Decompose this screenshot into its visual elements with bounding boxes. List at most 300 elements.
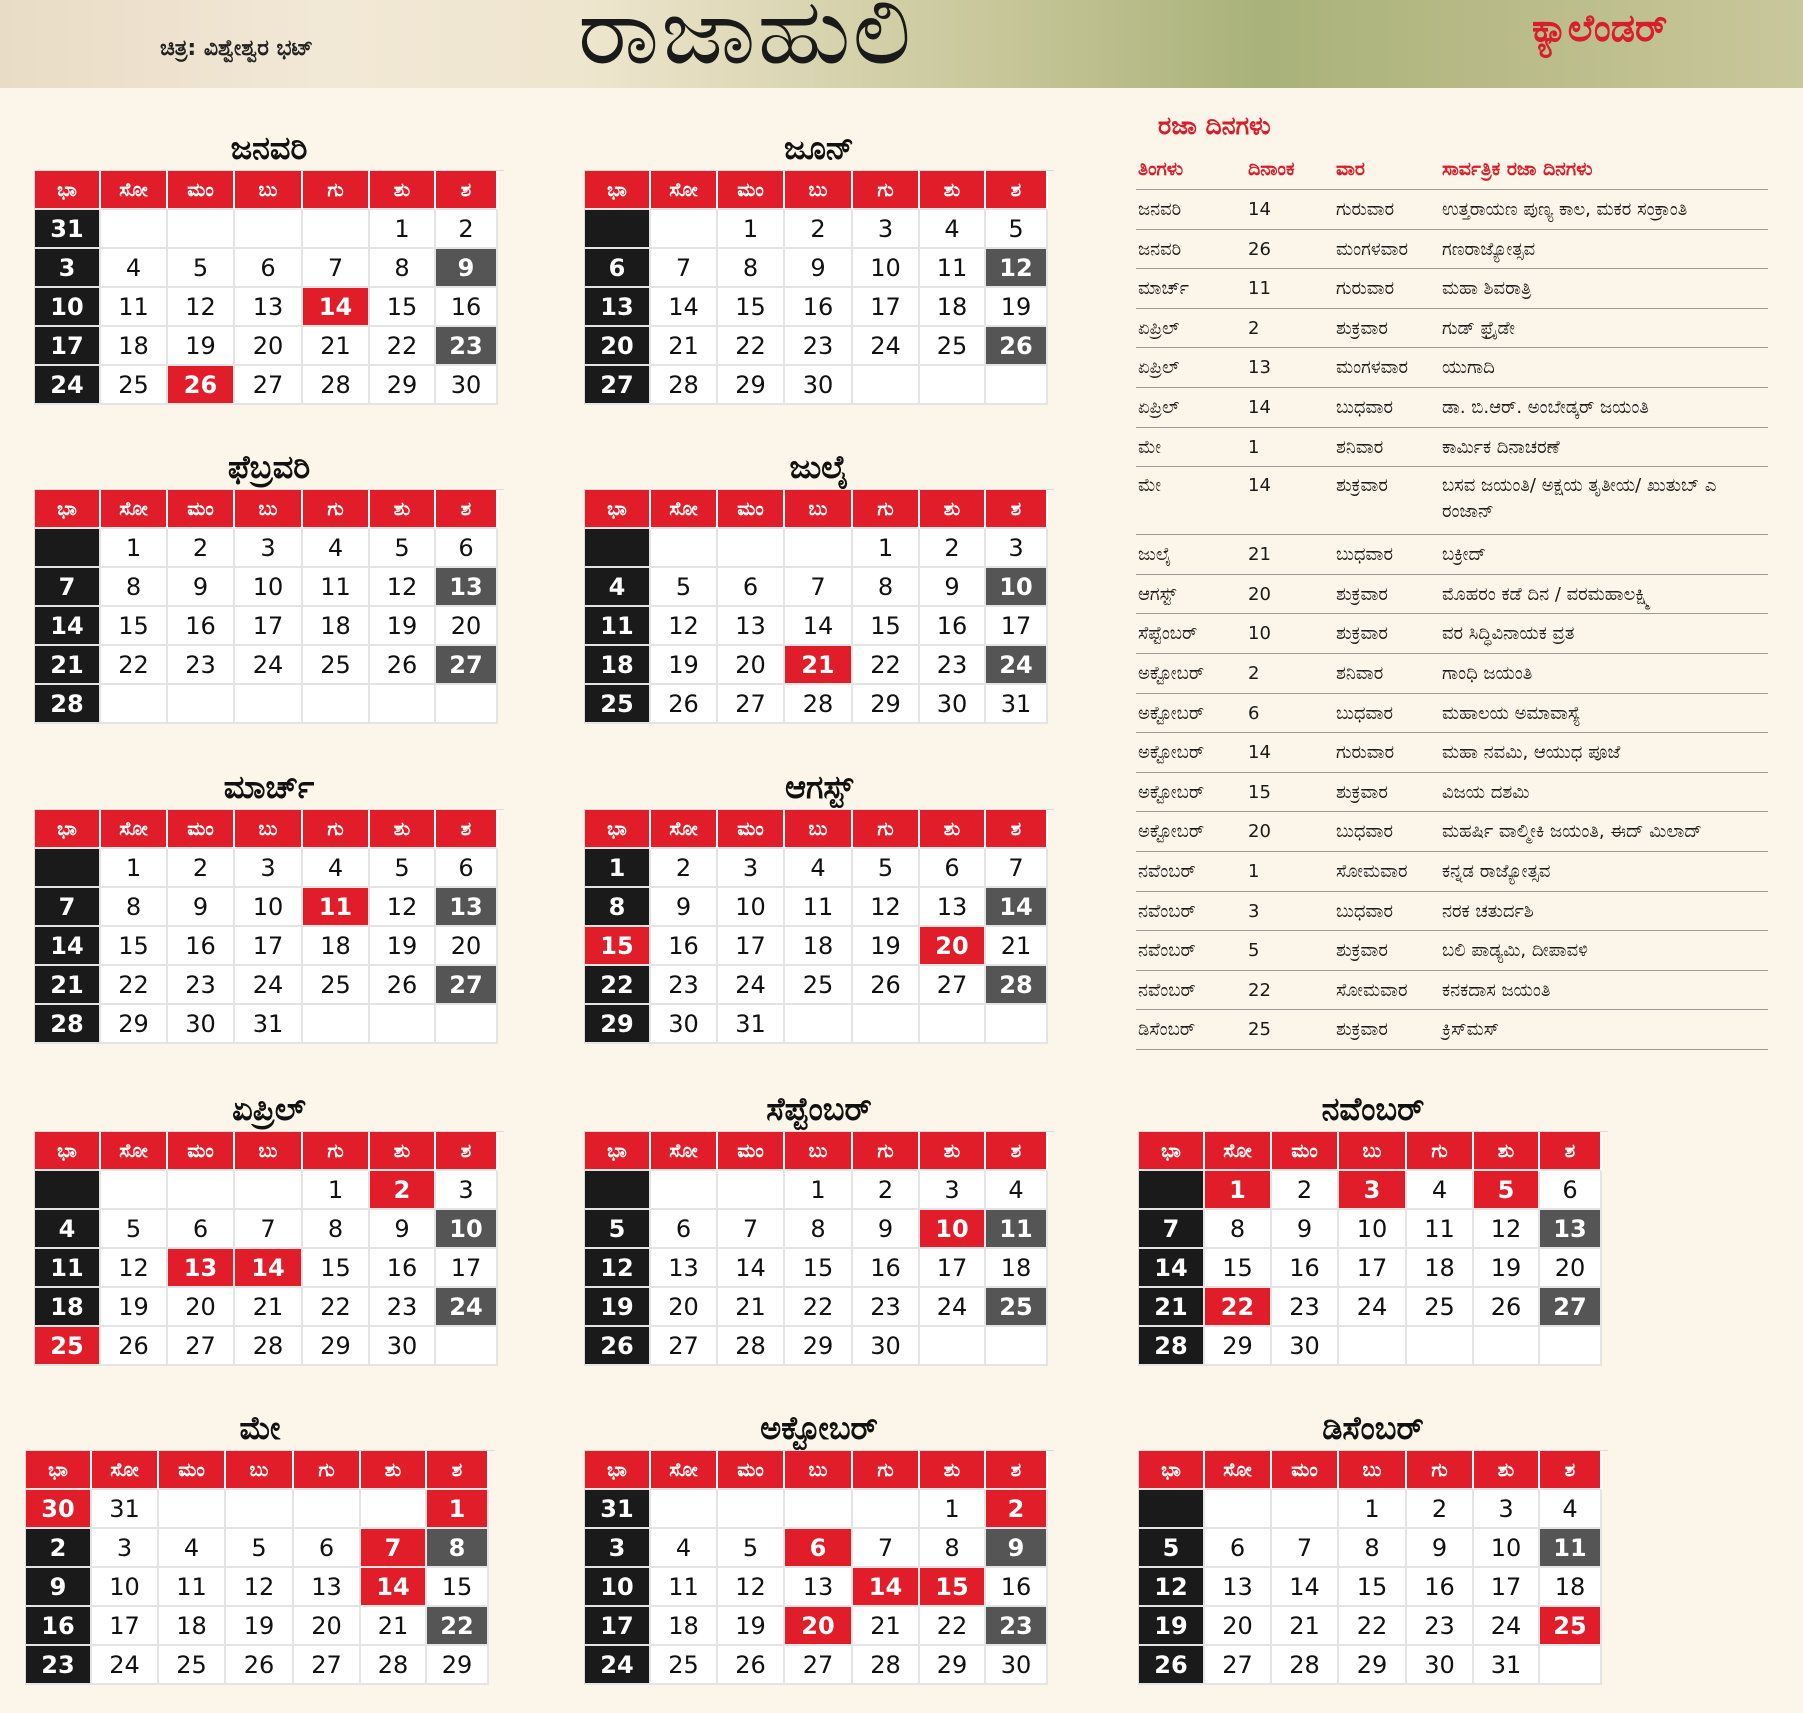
day-cell: 4 <box>651 1529 718 1568</box>
weekday-header: ಬು <box>785 1451 853 1490</box>
holiday-name: ಕಾರ್ಮಿಕ ದಿನಾಚರಣೆ <box>1442 436 1560 458</box>
day-cell: 3 <box>92 1529 159 1568</box>
day-cell: 12 <box>226 1568 294 1607</box>
weekday-header: ಸೋ <box>651 1132 718 1171</box>
day-cell: 24 <box>436 1288 498 1327</box>
day-cell: 20 <box>436 607 498 646</box>
empty-cell <box>35 849 101 888</box>
day-cell: 27 <box>294 1646 361 1685</box>
day-cell: 13 <box>168 1249 235 1288</box>
weekday-header: ಶ <box>436 810 498 849</box>
weekday-header: ಶ <box>436 490 498 529</box>
weekday-header: ಬು <box>785 490 853 529</box>
day-cell: 7 <box>1272 1529 1339 1568</box>
day-cell: 19 <box>585 1288 651 1327</box>
day-cell: 30 <box>651 1005 718 1044</box>
weekday-header: ಶ <box>986 1132 1048 1171</box>
day-cell: 13 <box>920 888 986 927</box>
holiday-weekday: ಸೋಮವಾರ <box>1336 860 1408 882</box>
day-cell: 24 <box>235 646 303 685</box>
day-cell: 14 <box>651 288 718 327</box>
weekday-header: ಶು <box>1474 1132 1540 1171</box>
holiday-row <box>1136 388 1768 428</box>
day-cell: 9 <box>986 1529 1048 1568</box>
header-date: ದಿನಾಂಕ <box>1248 158 1295 180</box>
day-cell: 15 <box>1339 1568 1407 1607</box>
day-cell: 25 <box>785 966 853 1005</box>
day-cell: 17 <box>986 607 1048 646</box>
day-cell: 25 <box>303 966 370 1005</box>
day-cell: 20 <box>785 1607 853 1646</box>
day-cell: 17 <box>920 1249 986 1288</box>
holiday-month: ನವೆಂಬರ್ <box>1138 979 1196 1001</box>
day-cell: 14 <box>785 607 853 646</box>
empty-cell <box>35 1171 101 1210</box>
day-cell: 24 <box>35 366 101 405</box>
weekday-header: ಬು <box>226 1451 294 1490</box>
day-cell: 5 <box>585 1210 651 1249</box>
day-cell: 2 <box>168 849 235 888</box>
holiday-name: ಮಹಾ ಶಿವರಾತ್ರಿ <box>1442 278 1532 300</box>
day-cell: 6 <box>585 249 651 288</box>
holiday-date: 22 <box>1248 979 1271 1001</box>
holiday-row <box>1136 694 1768 734</box>
day-cell: 19 <box>986 288 1048 327</box>
day-cell: 5 <box>168 249 235 288</box>
holiday-date: 10 <box>1248 623 1271 645</box>
day-cell: 26 <box>1139 1646 1205 1685</box>
weekday-header: ಶು <box>1474 1451 1540 1490</box>
month-name: ಏಪ್ರಿಲ್ <box>232 1090 306 1128</box>
weekday-header: ಬು <box>235 171 303 210</box>
weekday-header: ಬು <box>235 1132 303 1171</box>
day-cell: 27 <box>436 966 498 1005</box>
month-grid <box>25 1450 495 1685</box>
holiday-weekday: ಗುರುವಾರ <box>1336 278 1395 300</box>
empty-cell <box>920 1005 986 1044</box>
day-cell: 26 <box>986 327 1048 366</box>
empty-cell <box>370 685 436 724</box>
day-cell: 11 <box>986 1210 1048 1249</box>
day-cell: 10 <box>35 288 101 327</box>
day-cell: 22 <box>1205 1288 1272 1327</box>
empty-cell <box>651 210 718 249</box>
holiday-date: 1 <box>1248 860 1260 882</box>
weekday-header: ಸೋ <box>1205 1132 1272 1171</box>
weekday-header: ಶ <box>436 1132 498 1171</box>
holiday-date: 2 <box>1248 662 1260 684</box>
holiday-date: 13 <box>1248 357 1271 379</box>
holiday-month: ಅಕ್ಟೋಬರ್ <box>1138 702 1205 724</box>
weekday-header: ಮಂ <box>168 1132 235 1171</box>
weekday-header: ಗು <box>303 1132 370 1171</box>
empty-cell <box>159 1490 226 1529</box>
day-cell: 1 <box>427 1490 489 1529</box>
day-cell: 26 <box>718 1646 785 1685</box>
weekday-header: ಭಾ <box>585 171 651 210</box>
holiday-row <box>1136 230 1768 270</box>
day-cell: 6 <box>920 849 986 888</box>
weekday-header: ಭಾ <box>26 1451 92 1490</box>
day-cell: 15 <box>370 288 436 327</box>
day-cell: 16 <box>651 927 718 966</box>
day-cell: 2 <box>853 1171 920 1210</box>
weekday-header: ಶು <box>361 1451 427 1490</box>
day-cell: 24 <box>92 1646 159 1685</box>
day-cell: 2 <box>26 1529 92 1568</box>
empty-cell <box>1407 1327 1474 1366</box>
day-cell: 7 <box>785 568 853 607</box>
day-cell: 9 <box>651 888 718 927</box>
day-cell: 20 <box>651 1288 718 1327</box>
month-grid <box>34 809 504 1044</box>
holiday-month: ಏಪ್ರಿಲ್ <box>1138 357 1180 379</box>
month-name: ಜೂನ್ <box>783 129 855 167</box>
day-cell: 27 <box>920 966 986 1005</box>
month-block <box>34 1087 504 1366</box>
photo-credit: ಚಿತ್ರ: ವಿಶ್ವೇಶ್ವರ ಭಟ್ <box>160 36 314 61</box>
day-cell: 15 <box>101 927 168 966</box>
day-cell: 1 <box>370 210 436 249</box>
day-cell: 6 <box>436 529 498 568</box>
day-cell: 14 <box>303 288 370 327</box>
day-cell: 18 <box>651 1607 718 1646</box>
day-cell: 5 <box>370 849 436 888</box>
holiday-row <box>1136 931 1768 971</box>
day-cell: 26 <box>168 366 235 405</box>
day-cell: 8 <box>1339 1529 1407 1568</box>
holiday-date: 6 <box>1248 702 1260 724</box>
holiday-row <box>1136 614 1768 654</box>
empty-cell <box>101 685 168 724</box>
day-cell: 28 <box>235 1327 303 1366</box>
holiday-row <box>1136 575 1768 615</box>
day-cell: 14 <box>35 927 101 966</box>
month-block <box>584 1087 1054 1366</box>
day-cell: 3 <box>436 1171 498 1210</box>
holiday-month: ಜನವರಿ <box>1138 199 1182 220</box>
day-cell: 29 <box>101 1005 168 1044</box>
day-cell: 1 <box>853 529 920 568</box>
holiday-name: ಬಲಿ ಪಾಡ್ಯಮಿ, ದೀಪಾವಳಿ <box>1442 940 1588 962</box>
empty-cell <box>785 1490 853 1529</box>
day-cell: 18 <box>159 1607 226 1646</box>
holiday-month: ಆಗಸ್ಟ್ <box>1138 583 1177 605</box>
holiday-weekday: ಮಂಗಳವಾರ <box>1336 238 1409 260</box>
holiday-month: ಮಾರ್ಚ್ <box>1138 278 1189 300</box>
day-cell: 31 <box>1474 1646 1540 1685</box>
day-cell: 31 <box>718 1005 785 1044</box>
day-cell: 11 <box>785 888 853 927</box>
weekday-header: ಶ <box>427 1451 489 1490</box>
weekday-header: ಶ <box>1540 1132 1602 1171</box>
day-cell: 17 <box>235 927 303 966</box>
holidays-header-row <box>1136 148 1768 190</box>
holiday-weekday: ಬುಧವಾರ <box>1336 544 1393 566</box>
day-cell: 30 <box>370 1327 436 1366</box>
holiday-name: ಗುಡ್ ಫ್ರೈಡೇ <box>1442 317 1515 339</box>
empty-cell <box>1474 1327 1540 1366</box>
holiday-row <box>1136 892 1768 932</box>
day-cell: 17 <box>585 1607 651 1646</box>
day-cell: 2 <box>436 210 498 249</box>
holiday-row <box>1136 812 1768 852</box>
day-cell: 15 <box>718 288 785 327</box>
weekday-header: ಮಂ <box>168 810 235 849</box>
day-cell: 21 <box>1139 1288 1205 1327</box>
weekday-header: ಮಂ <box>168 490 235 529</box>
day-cell: 25 <box>159 1646 226 1685</box>
holiday-name: ಕ್ರಿಸ್‌ಮಸ್ <box>1442 1019 1500 1041</box>
day-cell: 10 <box>235 888 303 927</box>
day-cell: 3 <box>1339 1171 1407 1210</box>
weekday-header: ಬು <box>1339 1132 1407 1171</box>
day-cell: 16 <box>785 288 853 327</box>
holiday-name: ಗಣರಾಜ್ಯೋತ್ಸವ <box>1442 238 1536 260</box>
day-cell: 4 <box>1407 1171 1474 1210</box>
day-cell: 17 <box>853 288 920 327</box>
day-cell: 19 <box>651 646 718 685</box>
day-cell: 10 <box>718 888 785 927</box>
holiday-name: ಮಹಾ ನವಮಿ, ಆಯುಧ ಪೂಜೆ <box>1442 742 1621 764</box>
day-cell: 22 <box>370 327 436 366</box>
holiday-weekday: ಶನಿವಾರ <box>1336 662 1384 684</box>
day-cell: 19 <box>168 327 235 366</box>
header-weekday: ವಾರ <box>1336 158 1365 180</box>
day-cell: 27 <box>1205 1646 1272 1685</box>
day-cell: 27 <box>1540 1288 1602 1327</box>
weekday-header: ಶ <box>986 810 1048 849</box>
day-cell: 1 <box>101 849 168 888</box>
weekday-header: ಶು <box>370 810 436 849</box>
empty-cell <box>1139 1490 1205 1529</box>
empty-cell <box>986 366 1048 405</box>
day-cell: 7 <box>235 1210 303 1249</box>
day-cell: 24 <box>986 646 1048 685</box>
day-cell: 23 <box>1407 1607 1474 1646</box>
day-cell: 18 <box>920 288 986 327</box>
day-cell: 11 <box>585 607 651 646</box>
month-name: ಸೆಪ್ಟೆಂಬರ್ <box>766 1090 872 1128</box>
day-cell: 6 <box>294 1529 361 1568</box>
day-cell: 5 <box>226 1529 294 1568</box>
holiday-month: ಅಕ್ಟೋಬರ್ <box>1138 662 1205 684</box>
holiday-date: 2 <box>1248 317 1260 339</box>
day-cell: 1 <box>585 849 651 888</box>
month-name: ಮೇ <box>239 1409 281 1447</box>
day-cell: 28 <box>1272 1646 1339 1685</box>
day-cell: 7 <box>361 1529 427 1568</box>
day-cell: 16 <box>1407 1568 1474 1607</box>
day-cell: 2 <box>920 529 986 568</box>
day-cell: 2 <box>986 1490 1048 1529</box>
day-cell: 5 <box>370 529 436 568</box>
day-cell: 5 <box>101 1210 168 1249</box>
day-cell: 13 <box>1205 1568 1272 1607</box>
day-cell: 24 <box>1474 1607 1540 1646</box>
weekday-header: ಶು <box>920 171 986 210</box>
day-cell: 4 <box>920 210 986 249</box>
holiday-row <box>1136 348 1768 388</box>
holiday-row <box>1136 535 1768 575</box>
weekday-header: ಶು <box>920 490 986 529</box>
day-cell: 30 <box>785 366 853 405</box>
holiday-date: 14 <box>1248 396 1271 418</box>
day-cell: 15 <box>1205 1249 1272 1288</box>
header-month: ತಿಂಗಳು <box>1138 158 1184 180</box>
weekday-header: ಗು <box>853 490 920 529</box>
holiday-weekday: ಶುಕ್ರವಾರ <box>1336 940 1388 962</box>
empty-cell <box>370 1005 436 1044</box>
day-cell: 6 <box>1540 1171 1602 1210</box>
holiday-name: ಡಾ. ಬಿ.ಆರ್. ಅಂಬೇಡ್ಕರ್ ಜಯಂತಿ <box>1442 396 1649 418</box>
empty-cell <box>920 366 986 405</box>
day-cell: 30 <box>1272 1327 1339 1366</box>
empty-cell <box>986 1005 1048 1044</box>
empty-cell <box>436 1327 498 1366</box>
weekday-header: ಗು <box>853 1451 920 1490</box>
day-cell: 9 <box>168 568 235 607</box>
day-cell: 11 <box>303 568 370 607</box>
day-cell: 21 <box>303 327 370 366</box>
day-cell: 22 <box>785 1288 853 1327</box>
month-block <box>1138 1406 1608 1685</box>
weekday-header: ಮಂ <box>718 171 785 210</box>
day-cell: 10 <box>92 1568 159 1607</box>
day-cell: 17 <box>235 607 303 646</box>
holiday-month: ಅಕ್ಟೋಬರ್ <box>1138 781 1205 803</box>
day-cell: 19 <box>1474 1249 1540 1288</box>
day-cell: 27 <box>651 1327 718 1366</box>
holiday-month: ನವೆಂಬರ್ <box>1138 860 1196 882</box>
day-cell: 3 <box>920 1171 986 1210</box>
day-cell: 10 <box>436 1210 498 1249</box>
header-banner <box>0 0 1803 88</box>
day-cell: 2 <box>370 1171 436 1210</box>
day-cell: 29 <box>718 366 785 405</box>
holiday-month: ಅಕ್ಟೋಬರ್ <box>1138 742 1205 764</box>
weekday-header: ಸೋ <box>651 810 718 849</box>
holiday-name: ವರ ಸಿದ್ಧಿವಿನಾಯಕ ವ್ರತ <box>1442 623 1575 645</box>
day-cell: 26 <box>226 1646 294 1685</box>
holiday-name: ಮಹಾಲಯ ಅಮಾವಾಸ್ಯೆ <box>1442 702 1581 724</box>
day-cell: 15 <box>853 607 920 646</box>
empty-cell <box>651 529 718 568</box>
empty-cell <box>785 1005 853 1044</box>
empty-cell <box>853 366 920 405</box>
day-cell: 4 <box>35 1210 101 1249</box>
holiday-name: ಯುಗಾದಿ <box>1442 357 1495 379</box>
day-cell: 22 <box>585 966 651 1005</box>
day-cell: 7 <box>718 1210 785 1249</box>
day-cell: 23 <box>853 1288 920 1327</box>
day-cell: 31 <box>92 1490 159 1529</box>
day-cell: 23 <box>168 646 235 685</box>
weekday-header: ಗು <box>853 171 920 210</box>
day-cell: 27 <box>718 685 785 724</box>
empty-cell <box>986 1327 1048 1366</box>
day-cell: 17 <box>35 327 101 366</box>
holiday-row <box>1136 269 1768 309</box>
day-cell: 11 <box>651 1568 718 1607</box>
day-cell: 6 <box>785 1529 853 1568</box>
day-cell: 22 <box>718 327 785 366</box>
day-cell: 8 <box>585 888 651 927</box>
day-cell: 30 <box>853 1327 920 1366</box>
empty-cell <box>303 210 370 249</box>
empty-cell <box>718 1490 785 1529</box>
day-cell: 25 <box>1540 1607 1602 1646</box>
day-cell: 16 <box>26 1607 92 1646</box>
weekday-header: ಮಂ <box>718 810 785 849</box>
day-cell: 20 <box>168 1288 235 1327</box>
month-block <box>1138 1087 1608 1366</box>
day-cell: 21 <box>1272 1607 1339 1646</box>
day-cell: 8 <box>853 568 920 607</box>
month-block <box>584 126 1054 405</box>
empty-cell <box>1540 1327 1602 1366</box>
day-cell: 27 <box>235 366 303 405</box>
day-cell: 27 <box>785 1646 853 1685</box>
day-cell: 5 <box>986 210 1048 249</box>
day-cell: 20 <box>585 327 651 366</box>
day-cell: 30 <box>986 1646 1048 1685</box>
day-cell: 5 <box>718 1529 785 1568</box>
month-block <box>34 445 504 724</box>
day-cell: 21 <box>235 1288 303 1327</box>
day-cell: 8 <box>370 249 436 288</box>
holiday-name: ಉತ್ತರಾಯಣ ಪುಣ್ಯ ಕಾಲ, ಮಕರ ಸಂಕ್ರಾಂತಿ <box>1442 199 1688 220</box>
day-cell: 18 <box>1407 1249 1474 1288</box>
month-block <box>584 765 1054 1044</box>
holiday-date: 26 <box>1248 238 1271 260</box>
empty-cell <box>1139 1171 1205 1210</box>
day-cell: 1 <box>1339 1490 1407 1529</box>
day-cell: 9 <box>370 1210 436 1249</box>
weekday-header: ಬು <box>235 810 303 849</box>
day-cell: 19 <box>370 607 436 646</box>
day-cell: 10 <box>1339 1210 1407 1249</box>
holiday-date: 3 <box>1248 900 1260 922</box>
day-cell: 31 <box>235 1005 303 1044</box>
day-cell: 28 <box>785 685 853 724</box>
day-cell: 26 <box>853 966 920 1005</box>
empty-cell <box>585 210 651 249</box>
day-cell: 19 <box>1139 1607 1205 1646</box>
calendar-tag: ಕ್ಯಾಲೆಂಡರ್ <box>1532 6 1668 50</box>
day-cell: 9 <box>168 888 235 927</box>
weekday-header: ಶ <box>436 171 498 210</box>
holiday-month: ಏಪ್ರಿಲ್ <box>1138 317 1180 339</box>
holiday-weekday: ಗುರುವಾರ <box>1336 742 1395 764</box>
day-cell: 10 <box>1474 1529 1540 1568</box>
month-name: ಅಕ್ಟೋಬರ್ <box>760 1409 878 1447</box>
day-cell: 11 <box>101 288 168 327</box>
day-cell: 26 <box>585 1327 651 1366</box>
weekday-header: ಸೋ <box>651 490 718 529</box>
day-cell: 18 <box>986 1249 1048 1288</box>
holiday-date: 14 <box>1248 742 1271 764</box>
day-cell: 13 <box>585 288 651 327</box>
day-cell: 23 <box>1272 1288 1339 1327</box>
day-cell: 2 <box>1272 1171 1339 1210</box>
day-cell: 26 <box>1474 1288 1540 1327</box>
day-cell: 9 <box>853 1210 920 1249</box>
day-cell: 14 <box>235 1249 303 1288</box>
month-grid <box>1138 1450 1608 1685</box>
holiday-weekday: ಶುಕ್ರವಾರ <box>1336 623 1388 645</box>
day-cell: 23 <box>651 966 718 1005</box>
